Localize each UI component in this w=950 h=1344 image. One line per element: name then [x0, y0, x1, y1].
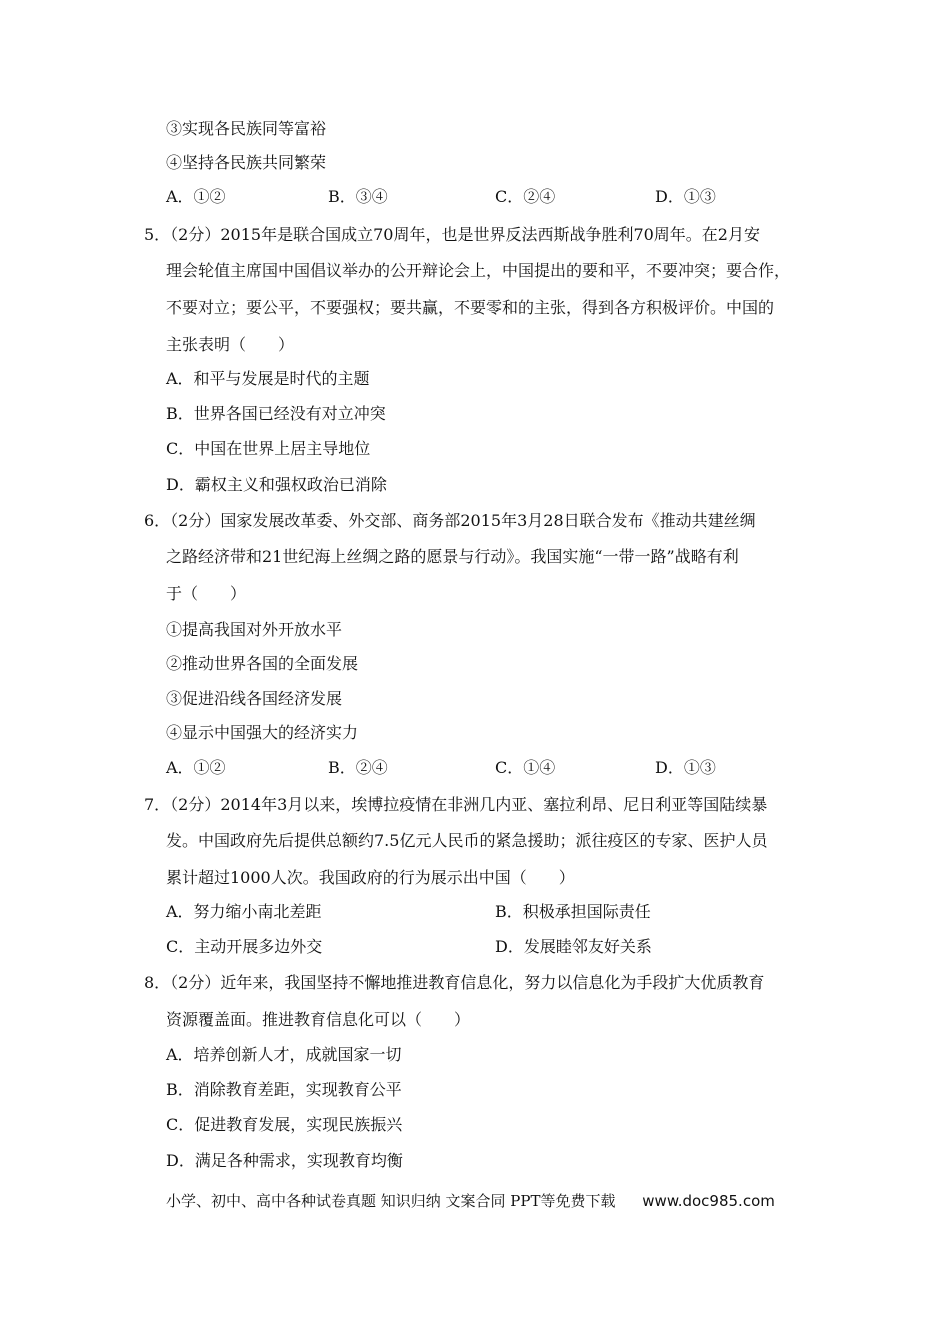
- q8-stem-line-2: 资源覆盖面。推进教育信息化可以（ ）: [166, 1010, 471, 1029]
- q7-option-a: A．努力缩小南北差距: [166, 902, 322, 921]
- q5-stem-line-2: 理会轮值主席国中国倡议举办的公开辩论会上，中国提出的要和平，不要冲突；要合作，: [166, 261, 791, 280]
- q4-option-b: B．③④: [328, 187, 388, 206]
- q7-stem-line-1: 7．（2分）2014年3月以来，埃博拉疫情在非洲几内亚、塞拉利昂、尼日利亚等国陆续暴: [144, 795, 768, 814]
- footer-text: 小学、初中、高中各种试卷真题 知识归纳 文案合同 PPT等免费下载: [166, 1192, 616, 1210]
- q6-option-c: C．①④: [495, 758, 556, 777]
- q6-item-3: ③促进沿线各国经济发展: [166, 689, 343, 708]
- q6-item-1: ①提高我国对外开放水平: [166, 620, 343, 639]
- q5-stem-line-3: 不要对立；要公平，不要强权；要共赢，不要零和的主张，得到各方积极评价。中国的: [166, 298, 775, 317]
- q8-option-d: D．满足各种需求，实现教育均衡: [166, 1151, 403, 1170]
- q6-option-b: B．②④: [328, 758, 388, 777]
- footer-url: www.doc985.com: [642, 1192, 775, 1210]
- q8-option-c: C．促进教育发展，实现民族振兴: [166, 1115, 403, 1134]
- q5-stem-line-4: 主张表明（ ）: [166, 335, 295, 354]
- q5-stem-line-1: 5．（2分）2015年是联合国成立70周年，也是世界反法西斯战争胜利70周年。在2月安: [144, 225, 760, 244]
- q6-item-4: ④显示中国强大的经济实力: [166, 723, 359, 742]
- q4-item-4: ④坚持各民族共同繁荣: [166, 153, 327, 172]
- q4-item-3: ③实现各民族同等富裕: [166, 119, 327, 138]
- q7-option-c: C．主动开展多边外交: [166, 937, 323, 956]
- q8-option-b: B．消除教育差距，实现教育公平: [166, 1080, 402, 1099]
- q6-option-a: A．①②: [166, 758, 226, 777]
- q6-option-d: D．①③: [655, 758, 716, 777]
- q4-option-a: A．①②: [166, 187, 226, 206]
- q4-option-d: D．①③: [655, 187, 716, 206]
- q5-option-a: A．和平与发展是时代的主题: [166, 369, 370, 388]
- q5-option-d: D．霸权主义和强权政治已消除: [166, 475, 387, 494]
- q6-stem-line-1: 6．（2分）国家发展改革委、外交部、商务部2015年3月28日联合发布《推动共建丝绸: [144, 511, 756, 530]
- q5-option-c: C．中国在世界上居主导地位: [166, 439, 371, 458]
- q7-option-b: B．积极承担国际责任: [495, 902, 651, 921]
- q8-option-a: A．培养创新人才，成就国家一切: [166, 1045, 402, 1064]
- page-footer: [166, 1190, 775, 1212]
- q7-stem-line-2: 发。中国政府先后提供总额约7.5亿元人民币的紧急援助；派往疫区的专家、医护人员: [166, 831, 768, 850]
- q6-stem-line-3: 于（ ）: [166, 584, 247, 603]
- q5-option-b: B．世界各国已经没有对立冲突: [166, 404, 386, 423]
- q7-stem-line-3: 累计超过1000人次。我国政府的行为展示出中国（ ）: [166, 868, 575, 887]
- q8-stem-line-1: 8．（2分）近年来，我国坚持不懈地推进教育信息化，努力以信息化为手段扩大优质教育: [144, 973, 765, 992]
- q7-option-d: D．发展睦邻友好关系: [495, 937, 652, 956]
- q6-item-2: ②推动世界各国的全面发展: [166, 654, 359, 673]
- q4-option-c: C．②④: [495, 187, 556, 206]
- q6-stem-line-2: 之路经济带和21世纪海上丝绸之路的愿景与行动》。我国实施“一带一路”战略有利: [166, 547, 739, 566]
